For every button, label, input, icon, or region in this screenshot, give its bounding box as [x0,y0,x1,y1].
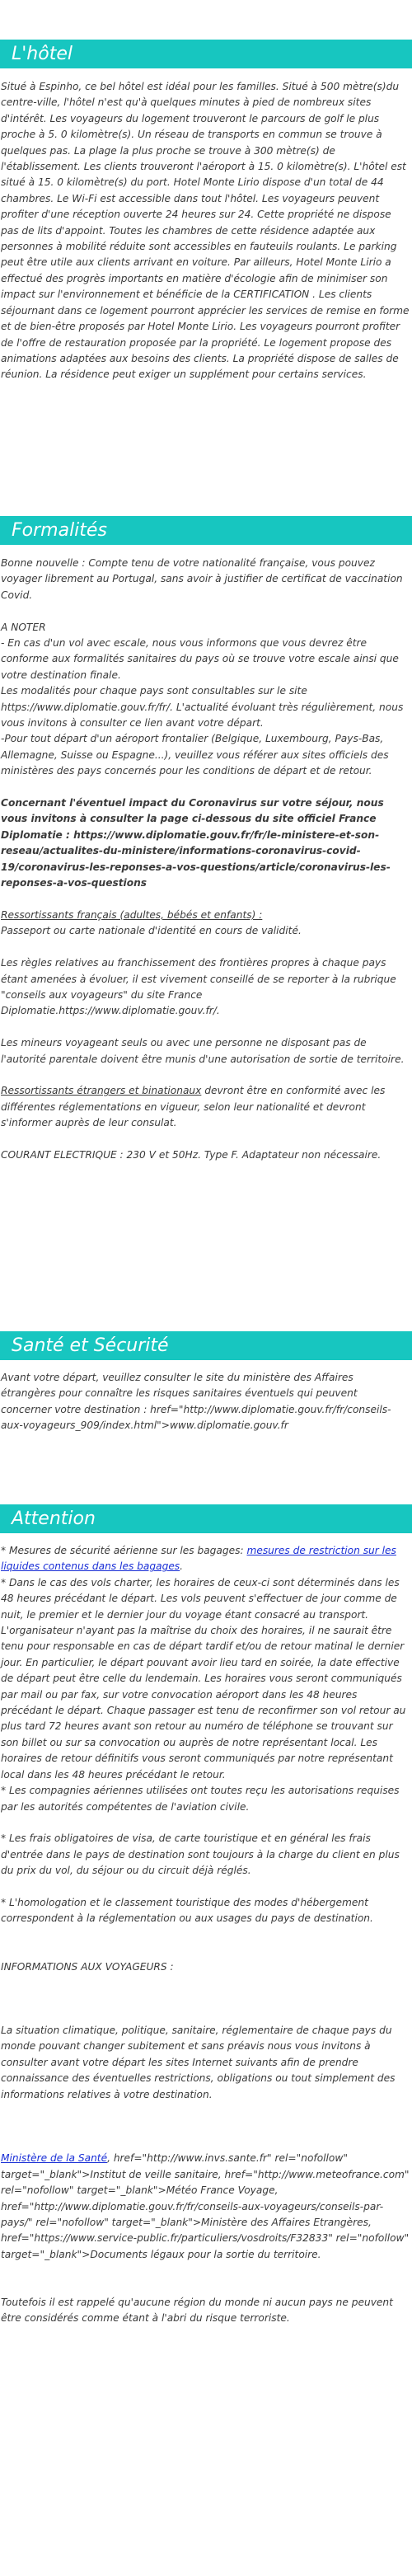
formalites-electric-current: COURANT ELECTRIQUE : 230 V et 50Hz. Type F. Adaptateur non nécessaire. [1,1148,382,1161]
formalites-french-nationals-heading: Ressortissants français (adultes, bébés et enfants) : [1,908,263,921]
attention-terrorism-risk: Toutefois il est rappelé qu'aucune région du monde ni aucun pays ne peuvent être considérés comme étant à l'abri du risque terroriste. [1,2296,393,2325]
formalites-note-frontalier: -Pour tout départ d'un aéroport frontalier (Belgique, Luxembourg, Pays-Bas, Allemagne, Suisse ou Espagne...), veuillez vous référer aux sites officiels des ministères des pays concernés pour les conditions de départ et de retour. [1,733,389,777]
attention-title: Attention [12,1509,96,1529]
formalites-header [0,516,412,545]
sante-text: Avant votre départ, veuillez consulter le site du ministère des Affaires étrangères pour connaître les risques sanitaires éventuels qui peuvent concerner votre destination : href="http://www.diplomatie.gouv.fr/fr/conseils-aux-voyageurs_909/index.html">www.diplomatie.gouv.fr [1,1372,391,1432]
formalites-french-nationals-text: Passeport ou carte nationale d'identité en cours de validité. [1,925,302,937]
hotel-title: L'hôtel [12,44,73,64]
formalites-foreign-nationals-text: devront être en conformité avec les différentes réglementations en vigueur, selon leur nationalité et devront s'informer auprès de leur consulat. [1,1085,386,1129]
formalites-border-rules: Les règles relatives au franchissement des frontières propres à chaque pays étant amenées à évoluer, il est vivement conseillé de se reporter à la rubrique "conseils aux voyageurs" du site France Diplomatie.https://www.diplomatie.gouv.fr/. [1,957,396,1017]
attention-airlines: * Les compagnies aériennes utilisées ont toutes reçu les autorisations requises par les autorités compétentes de l'aviation civile. [1,1785,400,1813]
formalites-note-title: A NOTER [1,621,46,633]
ministere-sante-link[interactable]: Ministère de la Santé [1,2152,108,2165]
hotel-header [0,40,412,68]
formalites-body [0,556,410,1163]
hotel-description: Situé à Espinho, ce bel hôtel est idéal pour les familles. Situé à 500 mètre(s)du centre-ville, l'hôtel n'est qu'à quelques minutes à pied de nombreux sites d'intérêt. Les voyageurs du logement trouveront le parcours de golf le plus proche à 5. 0 kilomètre(s). Un réseau de transports en commun se trouve à quelques pas. La plage la plus proche se trouve à 300 mètre(s) de l'établissement. Les clients trouveront l'aéroport à 15. 0 kilomètre(s). L'hôtel est situé à 15. 0 kilomètre(s) du port. Hotel Monte Lirio dispose d'un total de 44 chambres. Le Wi-Fi est accessible dans tout l'hôtel. Les voyageurs peuvent profiter d'une réception ouverte 24 heures sur 24. Cette propriété ne dispose pas de lits d'appoint. Toutes les chambres de cette résidence adaptée aux personnes à mobilité réduite sont accessibles en fauteuils roulants. Le parking peut être utile aux clients arrivant en voiture. Par ailleurs, Hotel Monte Lirio a effectué des progrès importants en matière d'écologie afin de minimiser son impact sur l'environnement et bénéficie de la CERTIFICATION . Les clients séjournant dans ce logement pourront apprécier les services de remise en forme et de bien-être proposés par Hotel Monte Lirio. Les voyageurs pourront profiter de l'offre de restauration proposée par la propriété. Le logement propose des animations adaptées aux besoins des clients. La propriété dispose de salles de réunion. La résidence peut exiger un supplément pour certains services. [1,81,410,381]
attention-homologation: * L'homologation et le classement touristique des modes d'hébergement correspondent à la réglementation ou aux usages du pays de destination. [1,1896,373,1925]
formalites-note-modalites: Les modalités pour chaque pays sont consultables sur le site https://www.diplomatie.gouv.fr/fr/. L'actualité évoluant très régulièrement, nous vous invitons à consulter ce lien avant votre départ. [1,685,404,730]
formalites-covid-note: Bonne nouvelle : Compte tenu de votre nationalité française, vous pouvez voyager librement au Portugal, sans avoir à justifier de certificat de vaccination Covid. [1,557,403,601]
baggage-restrictions-link[interactable]: mesures de restriction sur les liquides contenus dans les bagages [1,1545,396,1573]
formalites-foreign-nationals-heading: Ressortissants étrangers et binationaux [1,1085,202,1097]
attention-body [0,1543,410,2327]
sante-title: Santé et Sécurité [12,1335,169,1356]
formalites-note-escale: - En cas d'un vol avec escale, nous vous informons que vous devrez être conforme aux formalités sanitaires du pays où se trouve votre escale ainsi que votre destination finale. [1,637,399,681]
attention-header [0,1504,412,1533]
attention-baggage-prefix: * Mesures de sécurité aérienne sur les bagages: [1,1545,247,1556]
attention-baggage-suffix: . [180,1560,184,1573]
attention-links-text: , href="http://www.invs.sante.fr" rel="nofollow" target="_blank">Institut de veille sanitaire, href="http://www.meteofrance.com" rel="nofollow" target="_blank">Météo France Voyage, href="http://www.diplomatie.gouv.fr/fr/conseils-aux-voyageurs/conseils-par-pays/" rel="nofollow" target="_blank">Ministère des Affaires Etrangères, href="https://www.service-public.fr/particuliers/vosdroits/F32833" rel="nofollow" target="_blank">Documents légaux pour la sortie du territoire. [1,2152,410,2260]
formalites-coronavirus-notice: Concernant l'éventuel impact du Coronavirus sur votre séjour, nous vous invitons à consulter la page ci-dessous du site officiel France Diplomatie : https://www.diplomatie.gouv.fr/fr/le-ministere-et-son-reseau/actualites-du-ministere/informations-coronavirus-covid-19/coronavirus-les-reponses-a-vos-questions/article/coronavirus-les-reponses-a-vos-questions [1,797,391,889]
sante-body [0,1370,410,1434]
attention-charter-flights: * Dans le cas des vols charter, les horaires de ceux-ci sont déterminés dans les 48 heures précédant le départ. Les vols peuvent s'effectuer de jour comme de nuit, le premier et le dernier jour du voyage étant consacré au transport. L'organisateur n'ayant pas la maîtrise du choix des horaires, il ne saurait être tenu pour responsable en cas de départ tardif et/ou de retour matinal le dernier jour. En particulier, le départ pouvant avoir lieu tard en soirée, la date effective de départ peut être celle du lendemain. Les horaires vous seront communiqués par mail ou par fax, sur votre convocation aéroport dans les 48 heures précédant le départ. Chaque passager est tenu de reconfirmer son vol retour au plus tard 72 heures avant son retour au numéro de téléphone se trouvant sur son billet ou sur sa convocation ou auprès de notre représentant local. Les horaires de retour définitifs vous seront communiqués par notre représentant local dans les 48 heures précédant le retour. [1,1576,406,1781]
sante-header [0,1331,412,1360]
hotel-body [0,79,410,383]
formalites-minors: Les mineurs voyageant seuls ou avec une personne ne disposant pas de l'autorité parentale doivent être munis d'une autorisation de sortie de territoire. [1,1037,405,1065]
attention-visa-fees: * Les frais obligatoires de visa, de carte touristique et en général les frais d'entrée dans le pays de destination sont toujours à la charge du client en plus du prix du vol, du séjour ou du circuit déjà réglés. [1,1832,400,1877]
attention-climate-situation: La situation climatique, politique, sanitaire, réglementaire de chaque pays du monde pouvant changer subitement et sans préavis nous vous invitons à consulter avant votre départ les sites Internet suivants afin de prendre connaissance des éventuelles restrictions, obligations ou tout simplement des informations relatives à votre destination. [1,2025,396,2100]
formalites-title: Formalités [12,520,107,541]
attention-baggage-line [1,1543,410,1575]
attention-traveler-info-heading: INFORMATIONS AUX VOYAGEURS : [1,1960,174,1973]
